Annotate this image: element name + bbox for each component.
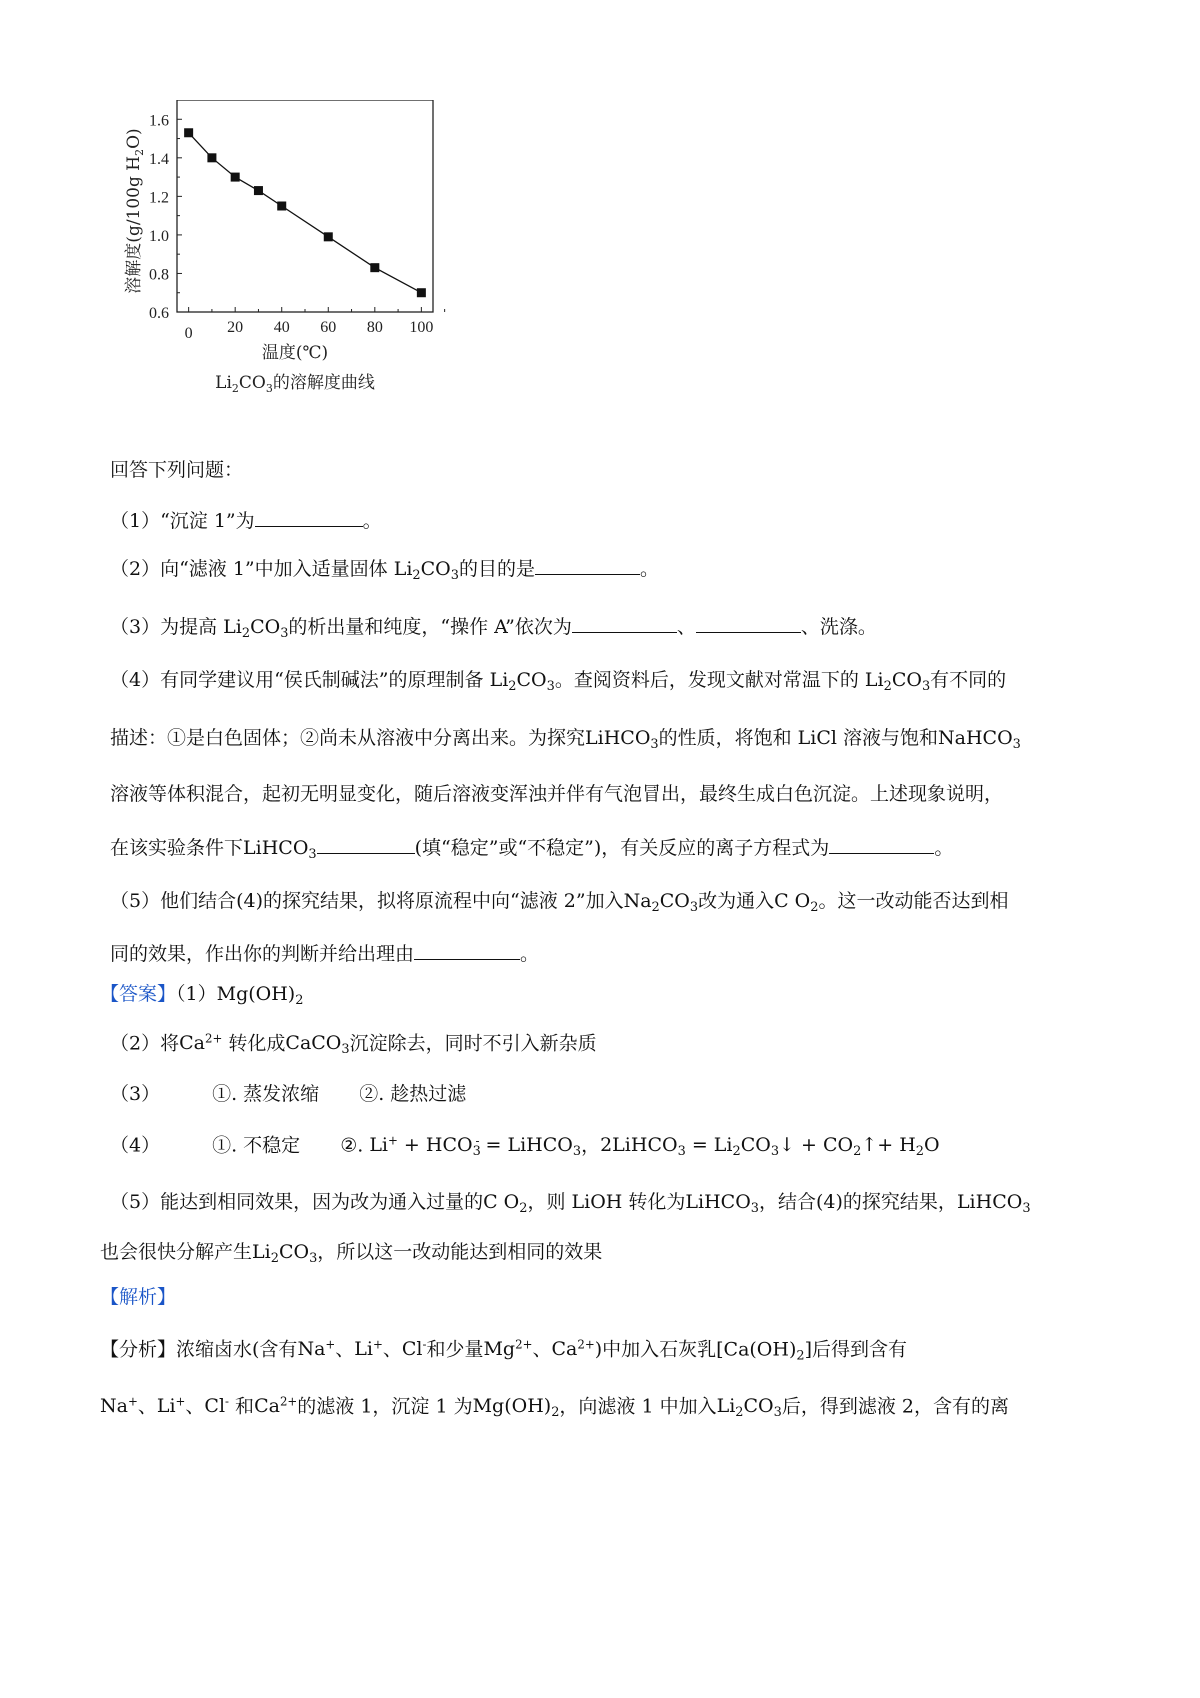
ion-ca2plus: $Ca^{2+}$ <box>254 1395 298 1418</box>
formula-lihco3: LiHCO$_3$ <box>685 1191 760 1216</box>
data-point <box>231 173 240 182</box>
answer-blank <box>317 834 415 854</box>
x-tick-label: 40 <box>273 319 290 336</box>
analysis-label: 【解析】 <box>100 1286 177 1308</box>
formula-co2: C $O_2$ <box>774 890 819 915</box>
answer-3: （3） ①. 蒸发浓缩 ②. 趁热过滤 <box>110 1083 467 1105</box>
question-4-line-3: 溶液等体积混合，起初无明显变化，随后溶液变浑浊并伴有气泡冒出，最终生成白色沉淀。上述现象说明， <box>110 783 1004 805</box>
ion-na-plus: Na+ <box>297 1338 336 1361</box>
data-point <box>184 128 193 137</box>
x-tick-label: 80 <box>366 319 383 336</box>
y-tick-label: 1.2 <box>149 189 169 207</box>
x-tick-label: 0 <box>184 325 193 342</box>
y-tick-label: 1.0 <box>149 227 169 245</box>
formula-na2co3: $Na_2CO_3$ <box>623 890 699 915</box>
question-5-line-2: 同的效果，作出你的判断并给出理由 。 <box>110 940 539 964</box>
answer-blank <box>572 613 677 633</box>
formula-li2co3: $Li_2CO_3$ <box>223 616 289 641</box>
answer-1: 【答案】$(1)Mg(OH)_2$ <box>100 983 304 1008</box>
ion-na-plus: Na+ <box>100 1395 138 1418</box>
answer-5-line-2: 也会很快分解产生$Li_2CO_3$，所以这一改动能达到相同的效果 <box>100 1241 603 1266</box>
question-4-line-4: 在该实验条件下LiHCO$_3$ (填“稳定”或“不稳定”)，有关反应的离子方程式为 。 <box>110 834 953 862</box>
y-axis-label: 溶解度(g/100g $H_2O$) <box>124 128 146 294</box>
answer-label: 【答案】 <box>100 983 177 1005</box>
question-4-line-1: （4）有同学建议用“侯氏制碱法”的原理制备 $Li_2CO_3$。查阅资料后，发现文献对常温下的 $Li_2CO_3$有不同的 <box>110 669 1007 694</box>
plot-frame <box>177 100 433 312</box>
answer-blank <box>696 613 801 633</box>
formula-caco3: CaCO$_3$ <box>285 1032 350 1058</box>
answer-blank <box>535 555 640 575</box>
formula-nahco3: NaHCO$_3$ <box>938 727 1021 752</box>
formula-li2co3: $Li_2CO_3$ <box>393 558 459 583</box>
equation-2: 2LiHCO$_3$ = $Li_2CO_3↓$ + $CO_2↑+ H_2O$ <box>600 1134 940 1160</box>
analysis-line-1: 【分析】浓缩卤水(含有Na+、Li+、Cl-和少量$Mg^{2+}$、$Ca^{2+}$)中加入石灰乳$[Ca(OH)_2]$后得到含有 <box>100 1338 908 1364</box>
y-tick-label: 1.6 <box>149 112 169 130</box>
data-point <box>277 202 286 211</box>
y-tick-label: 0.8 <box>149 266 169 284</box>
answer-2: （2）将$Ca^{2+}$ 转化成CaCO$_3$沉淀除去，同时不引入新杂质 <box>110 1032 597 1058</box>
ion-li-plus: Li+ <box>156 1395 186 1418</box>
data-point <box>254 186 263 195</box>
chart-svg <box>115 100 455 430</box>
data-point <box>417 288 426 297</box>
formula-li2co3: $Li_2CO_3$ <box>716 1395 782 1421</box>
question-3: （3）为提高 $Li_2CO_3$的析出量和纯度，“操作 A”依次为 、 、洗涤。 <box>110 613 877 641</box>
ion-li-plus: Li+ <box>354 1338 383 1361</box>
formula-mgoh2: $Mg(OH)_2$ <box>472 1395 560 1421</box>
question-5-line-1: （5）他们结合(4)的探究结果，拟将原流程中向“滤液 2”加入$Na_2CO_3$改为通入C $O_2$。这一改动能否达到相 <box>110 890 1009 915</box>
answer-blank <box>414 940 520 960</box>
formula-mgoh2: $Mg(OH)_2$ <box>216 983 304 1008</box>
x-tick-label: 100 <box>409 319 434 336</box>
formula-li2co3: $Li_2CO_3$ <box>252 1241 318 1266</box>
question-2: （2）向“滤液 1”中加入适量固体 $Li_2CO_3$的目的是 。 <box>110 555 659 583</box>
solubility-chart <box>115 100 455 430</box>
data-point <box>324 232 333 241</box>
formula-lihco3: LiHCO$_3$ <box>956 1191 1031 1216</box>
ion-cl-minus: Cl- <box>204 1395 230 1418</box>
ion-ca2plus: $Ca^{2+}$ <box>179 1032 223 1055</box>
series-line <box>189 133 422 293</box>
formula-li2co3: $Li_2CO_3$ <box>489 669 555 694</box>
y-tick-label: 1.4 <box>149 150 169 168</box>
x-axis-label: 温度(℃) <box>261 343 329 363</box>
question-4-line-2: 描述：①是白色固体；②尚未从溶液中分离出来。为探究LiHCO$_3$的性质，将饱和 LiCl 溶液与饱和NaHCO$_3$ <box>110 727 1021 752</box>
data-point <box>207 153 216 162</box>
formula-lihco3: LiHCO$_3$ <box>585 727 659 752</box>
ion-ca2plus: $Ca^{2+}$ <box>551 1338 595 1361</box>
x-tick-label: 60 <box>320 319 337 336</box>
answer-blank <box>255 507 363 527</box>
formula-li2co3: $Li_2CO_3$ <box>864 669 931 694</box>
x-tick-label: 20 <box>227 319 244 336</box>
questions-intro: 回答下列问题： <box>110 459 244 481</box>
answer-blank <box>829 834 934 854</box>
data-point <box>370 263 379 272</box>
analysis-line-2: Na+、Li+、Cl- 和$Ca^{2+}$的滤液 1，沉淀 1 为$Mg(OH)_2$，向滤液 1 中加入$Li_2CO_3$后，得到滤液 2，含有的离 <box>100 1395 1009 1421</box>
formula-lihco3: LiHCO$_3$ <box>243 837 317 862</box>
ion-cl-minus: Cl- <box>401 1338 427 1361</box>
question-1: （1）“沉淀 1”为 。 <box>110 507 382 531</box>
equation-1: $Li^+ + HCO_3^-$ = LiHCO$_3$ <box>369 1134 582 1160</box>
formula-co2: C $O_2$ <box>483 1191 528 1216</box>
y-tick-label: 0.6 <box>149 305 169 322</box>
chart-title: $Li_2CO_3$的溶解度曲线 <box>215 373 375 395</box>
answer-4: （4） ①. 不稳定 ②. $Li^+ + HCO_3^-$ = LiHCO$_3$，2LiHCO$_3$ = $Li_2CO_3↓$ + $CO_2↑+ H_2O$ <box>110 1134 940 1160</box>
answer-5-line-1: （5）能达到相同效果，因为改为通入过量的C $O_2$，则 LiOH 转化为LiHCO$_3$，结合(4)的探究结果，LiHCO$_3$ <box>110 1191 1031 1216</box>
ion-mg2plus: $Mg^{2+}$ <box>483 1338 533 1361</box>
